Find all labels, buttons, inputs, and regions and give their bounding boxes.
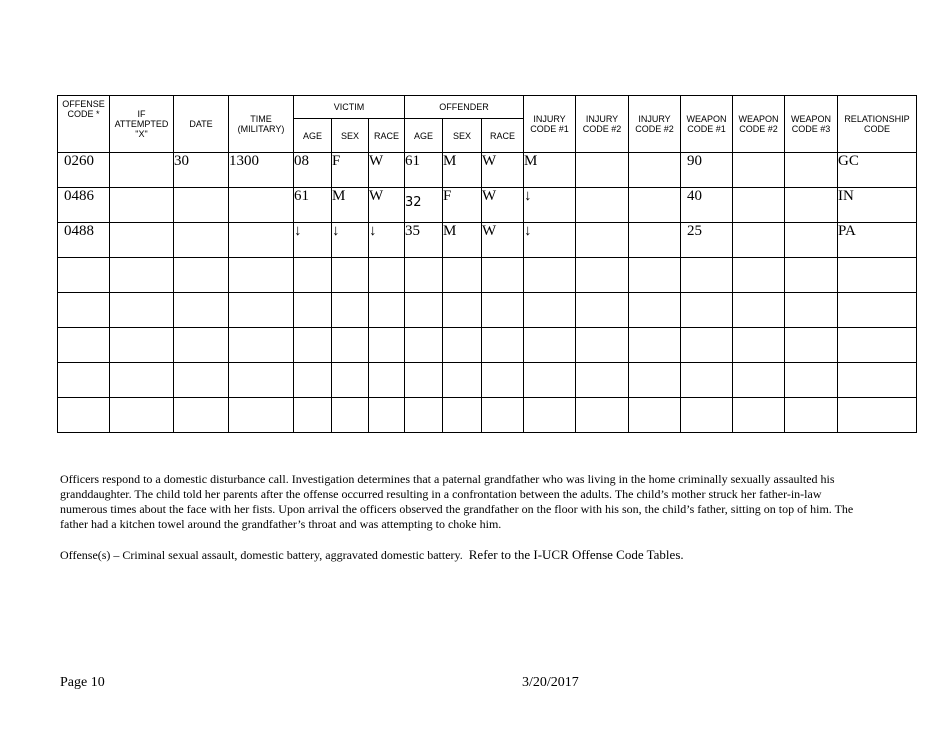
- table-cell[interactable]: [229, 258, 294, 293]
- offenses-line: [60, 547, 684, 563]
- table-cell[interactable]: PA: [838, 223, 917, 258]
- table-cell[interactable]: [785, 328, 838, 363]
- table-cell[interactable]: W: [369, 188, 405, 223]
- table-cell[interactable]: [733, 258, 785, 293]
- table-cell[interactable]: [629, 293, 681, 328]
- table-cell[interactable]: [332, 363, 369, 398]
- header-offender: OFFENDER: [405, 96, 524, 119]
- table-cell[interactable]: [229, 363, 294, 398]
- table-cell[interactable]: [681, 293, 733, 328]
- table-cell[interactable]: F: [332, 153, 369, 188]
- table-cell[interactable]: 0488: [58, 223, 110, 258]
- footer-date: 3/20/2017: [522, 675, 579, 690]
- table-cell[interactable]: 1300: [229, 153, 294, 188]
- table-cell[interactable]: 30: [174, 153, 229, 188]
- table-cell[interactable]: [733, 188, 785, 223]
- table-cell[interactable]: [838, 328, 917, 363]
- table-cell[interactable]: [369, 363, 405, 398]
- table-cell[interactable]: M: [443, 223, 482, 258]
- table-cell[interactable]: [681, 258, 733, 293]
- table-cell[interactable]: [629, 258, 681, 293]
- table-cell[interactable]: [369, 293, 405, 328]
- table-cell[interactable]: [482, 363, 524, 398]
- table-cell[interactable]: [174, 223, 229, 258]
- table-cell[interactable]: M: [443, 153, 482, 188]
- table-cell[interactable]: [733, 363, 785, 398]
- offenses-text: Offense(s) – Criminal sexual assault, domestic battery, aggravated domestic battery.: [60, 548, 463, 562]
- table-cell[interactable]: [174, 258, 229, 293]
- table-cell[interactable]: [369, 398, 405, 433]
- table-cell[interactable]: [405, 293, 443, 328]
- table-cell[interactable]: [733, 398, 785, 433]
- header-weapon-code-2: WEAPON CODE #2: [733, 96, 785, 153]
- table-row: [58, 223, 917, 258]
- page-number: Page 10: [60, 675, 105, 690]
- table-cell[interactable]: ↓: [524, 223, 576, 258]
- narrative-text: Officers respond to a domestic disturbance call. Investigation determines that a paternal grandfather who was living in the home criminally sexually assaulted his granddaughter. The child told her parents after the offense occurred resulting in a confrontation between the adults. The child’s mother struck her father-in-law numerous times about the face with her fists. Upon arrival the officers observed the grandfather on the floor with his son, the child’s father, sitting on top of him. The father had a kitchen towel around the grandfather’s throat and was attempting to choke him.: [60, 472, 854, 531]
- table-cell[interactable]: [174, 328, 229, 363]
- table-cell[interactable]: [576, 153, 629, 188]
- table-cell[interactable]: [524, 363, 576, 398]
- table-cell[interactable]: 40: [681, 188, 733, 223]
- table-cell[interactable]: [229, 328, 294, 363]
- header-victim-sex: SEX: [332, 119, 369, 153]
- table-row: [58, 188, 917, 223]
- reference-text: Refer to the I-UCR Offense Code Tables.: [468, 547, 684, 562]
- table-cell[interactable]: [838, 258, 917, 293]
- table-cell[interactable]: [576, 328, 629, 363]
- table-cell[interactable]: [838, 293, 917, 328]
- table-cell[interactable]: [576, 188, 629, 223]
- table-cell[interactable]: [58, 398, 110, 433]
- table-cell[interactable]: [110, 328, 174, 363]
- header-offender-race: RACE: [482, 119, 524, 153]
- table-cell[interactable]: [294, 293, 332, 328]
- table-cell[interactable]: [294, 258, 332, 293]
- table-cell[interactable]: [733, 328, 785, 363]
- table-cell[interactable]: [229, 223, 294, 258]
- table-cell[interactable]: [629, 153, 681, 188]
- table-cell[interactable]: 08: [294, 153, 332, 188]
- header-victim: VICTIM: [294, 96, 405, 119]
- table-cell[interactable]: [629, 188, 681, 223]
- table-cell[interactable]: [443, 258, 482, 293]
- table-cell[interactable]: [110, 153, 174, 188]
- header-weapon-code-3: WEAPON CODE #3: [785, 96, 838, 153]
- table-cell[interactable]: [58, 328, 110, 363]
- table-cell[interactable]: [369, 258, 405, 293]
- offense-table-body: [58, 153, 917, 433]
- table-cell[interactable]: [733, 153, 785, 188]
- table-cell[interactable]: [174, 293, 229, 328]
- table-cell[interactable]: [443, 328, 482, 363]
- table-cell[interactable]: F: [443, 188, 482, 223]
- table-cell[interactable]: [110, 188, 174, 223]
- table-cell[interactable]: [576, 223, 629, 258]
- table-cell[interactable]: [58, 258, 110, 293]
- header-victim-race: RACE: [369, 119, 405, 153]
- table-cell[interactable]: [524, 398, 576, 433]
- table-cell[interactable]: [524, 258, 576, 293]
- table-cell[interactable]: W: [369, 153, 405, 188]
- table-cell[interactable]: [524, 328, 576, 363]
- table-cell[interactable]: [629, 223, 681, 258]
- table-cell[interactable]: 61: [405, 153, 443, 188]
- table-cell[interactable]: [294, 398, 332, 433]
- table-cell[interactable]: [58, 363, 110, 398]
- table-cell[interactable]: M: [332, 188, 369, 223]
- table-cell[interactable]: [110, 223, 174, 258]
- table-cell[interactable]: [229, 293, 294, 328]
- table-row: [58, 328, 917, 363]
- table-cell[interactable]: W: [482, 223, 524, 258]
- table-row: [58, 153, 917, 188]
- table-cell[interactable]: 0486: [58, 188, 110, 223]
- table-cell[interactable]: [629, 398, 681, 433]
- table-cell[interactable]: 90: [681, 153, 733, 188]
- table-cell[interactable]: 61: [294, 188, 332, 223]
- table-cell[interactable]: IN: [838, 188, 917, 223]
- table-cell[interactable]: [58, 293, 110, 328]
- table-cell[interactable]: W: [482, 188, 524, 223]
- table-cell[interactable]: [294, 363, 332, 398]
- header-offender-sex: SEX: [443, 119, 482, 153]
- table-cell[interactable]: [110, 398, 174, 433]
- table-cell[interactable]: [576, 293, 629, 328]
- table-cell[interactable]: 35: [405, 223, 443, 258]
- table-cell[interactable]: [332, 258, 369, 293]
- table-cell[interactable]: [369, 328, 405, 363]
- header-weapon-code-1: WEAPON CODE #1: [681, 96, 733, 153]
- table-cell[interactable]: [838, 398, 917, 433]
- header-date: DATE: [174, 96, 229, 153]
- header-injury-code-1: INJURY CODE #1: [524, 96, 576, 153]
- table-cell[interactable]: [405, 398, 443, 433]
- table-cell[interactable]: [785, 293, 838, 328]
- table-cell[interactable]: [110, 363, 174, 398]
- table-cell[interactable]: [576, 398, 629, 433]
- table-cell[interactable]: [576, 258, 629, 293]
- table-cell[interactable]: 0260: [58, 153, 110, 188]
- table-cell[interactable]: [332, 398, 369, 433]
- table-cell[interactable]: [482, 398, 524, 433]
- table-cell[interactable]: W: [482, 153, 524, 188]
- table-cell[interactable]: M: [524, 153, 576, 188]
- table-cell[interactable]: [174, 398, 229, 433]
- table-cell[interactable]: [229, 188, 294, 223]
- header-relationship-code: RELATIONSHIP CODE: [838, 96, 917, 153]
- table-row: [58, 258, 917, 293]
- offense-table: [57, 95, 917, 433]
- header-offense-code: OFFENSE CODE *: [58, 96, 110, 153]
- table-cell[interactable]: [482, 293, 524, 328]
- table-cell[interactable]: [482, 258, 524, 293]
- table-cell[interactable]: [405, 258, 443, 293]
- table-cell[interactable]: [785, 188, 838, 223]
- table-cell[interactable]: [443, 293, 482, 328]
- table-cell[interactable]: [629, 363, 681, 398]
- narrative: [60, 472, 860, 532]
- table-cell[interactable]: [229, 398, 294, 433]
- table-cell[interactable]: [785, 153, 838, 188]
- table-cell[interactable]: [332, 328, 369, 363]
- table-cell[interactable]: [332, 293, 369, 328]
- table-cell[interactable]: ↓: [524, 188, 576, 223]
- table-cell[interactable]: [405, 328, 443, 363]
- table-cell[interactable]: [174, 363, 229, 398]
- table-row: [58, 293, 917, 328]
- table-cell[interactable]: 32: [405, 188, 443, 223]
- table-cell[interactable]: 25: [681, 223, 733, 258]
- header-injury-code-2a: INJURY CODE #2: [576, 96, 629, 153]
- table-cell[interactable]: [681, 328, 733, 363]
- table-cell[interactable]: [681, 363, 733, 398]
- table-cell[interactable]: [110, 293, 174, 328]
- table-cell[interactable]: [785, 398, 838, 433]
- header-time: TIME (MILITARY): [229, 96, 294, 153]
- table-cell[interactable]: [733, 223, 785, 258]
- table-cell[interactable]: ↓: [332, 223, 369, 258]
- table-row: [58, 398, 917, 433]
- table-cell[interactable]: [443, 363, 482, 398]
- table-cell[interactable]: [785, 223, 838, 258]
- table-cell[interactable]: [681, 398, 733, 433]
- table-cell[interactable]: [294, 328, 332, 363]
- table-cell[interactable]: GC: [838, 153, 917, 188]
- table-cell[interactable]: [733, 293, 785, 328]
- table-row: [58, 363, 917, 398]
- table-cell[interactable]: [524, 293, 576, 328]
- table-cell[interactable]: [576, 363, 629, 398]
- header-injury-code-2b: INJURY CODE #2: [629, 96, 681, 153]
- table-cell[interactable]: [838, 363, 917, 398]
- table-cell[interactable]: [785, 258, 838, 293]
- table-cell[interactable]: [405, 363, 443, 398]
- table-cell[interactable]: [174, 188, 229, 223]
- header-if-attempted: IF ATTEMPTED "X": [110, 96, 174, 153]
- header-offender-age: AGE: [405, 119, 443, 153]
- table-cell[interactable]: ↓: [294, 223, 332, 258]
- header-victim-age: AGE: [294, 119, 332, 153]
- table-cell[interactable]: [482, 328, 524, 363]
- table-cell[interactable]: ↓: [369, 223, 405, 258]
- table-cell[interactable]: [110, 258, 174, 293]
- table-cell[interactable]: [785, 363, 838, 398]
- table-cell[interactable]: [443, 398, 482, 433]
- table-cell[interactable]: [629, 328, 681, 363]
